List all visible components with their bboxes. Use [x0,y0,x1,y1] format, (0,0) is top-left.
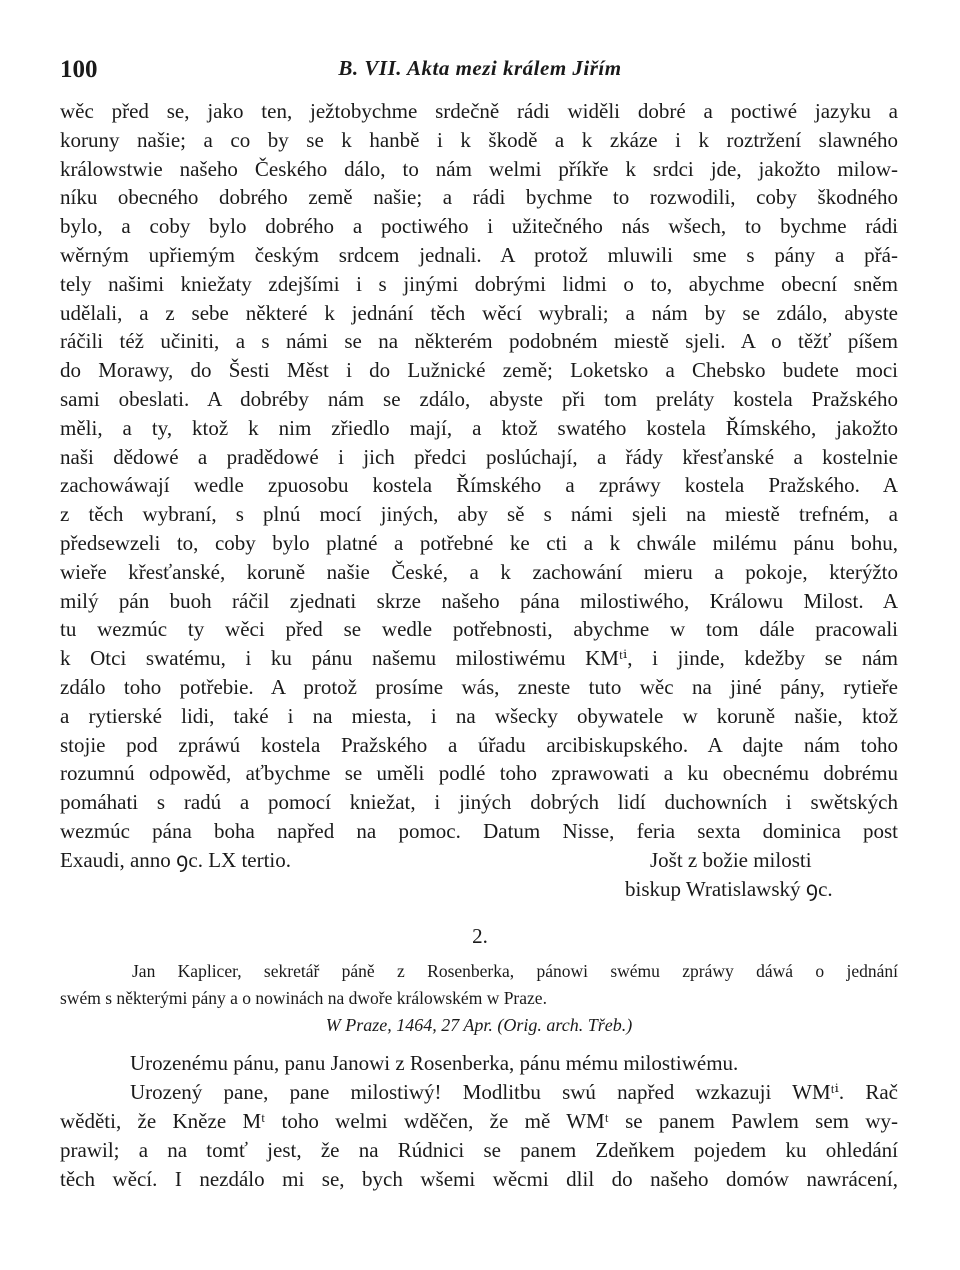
letter-line: těch wěcí. I nezdálo mi se, bych wšemi wěcmi dlil do našeho domów nawrácení, [60,1167,898,1191]
text-line: udělali, a z sebe některé k jednání těch wěcí wybrali; a nám by se zdálo, abyste [60,300,898,325]
text-line: wěrným upřiemým českým srdcem jednali. A protož mluwili sme s pány a přá- [60,242,898,267]
text-line: sami obeslati. A dobréby nám se zdálo, abyste při tom preláty kostela Pražského [60,386,898,411]
section-number: 2. [472,924,488,948]
text-line: naši dědowé a pradědowé i jich předci poslúchají, a řády křesťanské a kostelnie [60,444,898,469]
text-line: z těch wybraní, s plnú mocí jiných, aby sě s námi sjeli na miestě trefném, a [60,502,898,527]
text-line: bylo, a coby bylo dobrého a poctiwého i užitečného nás wšech, to bychme rádi [60,214,898,239]
text-line: stojie pod zpráwú kostela Pražského a úřadu arcibiskupského. A dajte nám toho [60,732,898,757]
text-line: níku obecného dobrého země našie; a rádi bychme to rozwodili, coby škodného [60,185,898,210]
text-line: do Morawy, do Šesti Měst i do Lužnické země; Loketsko a Chebsko budete moci [60,358,898,383]
text-line: a rytierské lidi, také i na miesta, i na wšecky obywatele w koruně našie, ktož [60,703,898,728]
regest-source: W Praze, 1464, 27 Apr. (Orig. arch. Třeb.) [325,1015,633,1035]
text-line: wěc před se, jako ten, ježtobychme srdečně rádi widěli dobré a poctiwé jazyku a [60,99,898,123]
letter-address: Urozenému pánu, panu Janowi z Rosenberka, pánu mému milostiwému. [130,1051,739,1075]
text-line: králowstwie našeho Českého dálo, to nám welmi příkře k srdci jde, jakožto milow- [60,156,898,181]
text-line: pomáhati s radú a pomocí kniežat, i jiných dobrých lidí duchowních i swětských [60,790,898,815]
text-line: rozumnú odpowěd, aťbychme se uměli podlé toho zprawowati a ku obecnému dobrému [60,761,898,786]
text-line: milý pán buoh ráčil zjednati skrze našeho pána milostiwého, Králowu Milost. A [60,588,898,613]
letter-text [60,1048,898,1194]
main-text-block [60,97,898,903]
text-line: zdálo toho potřebie. A protož prosíme wás, zneste tuto wěc na jiné pány, rytieře [60,674,898,699]
signature-row [60,875,898,904]
text-line: tu wezmúc ty wěci před se wedle potřebnosti, abychme w tom dále pracowali [60,617,898,642]
letter-line: wěděti, že Kněze Mᵗ toho welmi wděčen, že mě WMᵗ se panem Pawlem sem wy- [60,1109,898,1133]
page-number: 100 [60,56,98,83]
regest-line: swém s některými pány a o nowinách na dwoře králowském w Praze. [60,988,547,1008]
regest-line: Jan Kaplicer, sekretář páně z Rosenberka, pánowi swému zpráwy dáwá o jednání [132,961,898,981]
page-header [60,56,900,86]
text-line: tely našimi kniežaty zdejšími i s jinými dobrými lidmi o to, abychme obecní sněm [60,271,898,296]
text-line: wieře křesťanské, koruně našie České, a k zachowání mieru a pokoje, kterýžto [60,559,898,584]
text-line: měli, a ty, ktož k nim zřiedlo mají, a ktož swatého kostela Římského, jakožto [60,415,898,440]
letter-line: Urozený pane, pane milostiwý! Modlitbu swú napřed wzkazuji WMᵗⁱ. Rač [130,1080,898,1104]
closing-date: Exaudi, anno ꝯc. LX tertio. [60,847,292,872]
main-text-lines [60,97,898,846]
letter-line: prawil; a na tomť jest, že na Rúdnici se panem Zdeňkem pojedem ku ohledání [60,1138,898,1162]
text-line: k Otci swatému, i ku pánu našemu milostiwému KMᵗⁱ, i jinde, kdežby se nám [60,646,898,671]
text-line: předsewzeli to, coby bylo platné a potřebné ke cti a k chwále milému pánu bohu, [60,530,898,555]
regest-summary [60,958,898,1039]
signature-line-1: Jošt z božie milosti [650,847,812,872]
text-line: wezmúc pána boha napřed na pomoc. Datum Nisse, feria sexta dominica post [60,818,898,843]
text-line: zachowáwají wedle zpuosobu kostela Římského a zpráwy kostela Pražského. A [60,473,898,498]
running-title: B. VII. Akta mezi králem Jiřím [338,56,622,80]
closing-row [60,846,898,875]
signature-line-2: biskup Wratislawský ꝯc. [625,876,833,901]
text-line: koruny našie; a co by se k hanbě i k škodě a k zkáze i k roztržení slawného [60,127,898,152]
text-line: ráčili též učiniti, a s námi se na některém podobném miestě sjeli. A o těžť píšem [60,329,898,354]
